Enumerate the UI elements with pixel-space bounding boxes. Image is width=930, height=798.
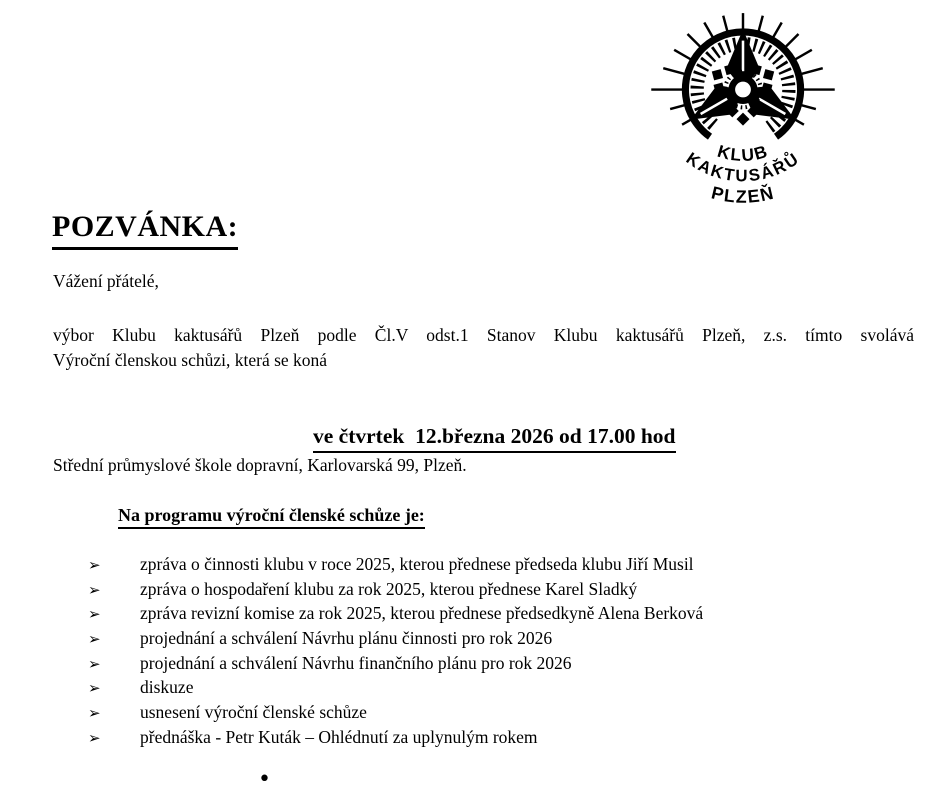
intro-line-1: výbor Klubu kaktusářů Plzeň podle Čl.V odst.1 Stanov Klubu kaktusářů Plzeň, z.s. tímto svolává: [53, 325, 914, 345]
agenda-item-text: zpráva revizní komise za rok 2025, kterou přednese předsedkyně Alena Berková: [140, 603, 704, 624]
arrow-bullet-icon: ➢: [88, 679, 101, 698]
arrow-bullet-icon: ➢: [88, 630, 101, 649]
agenda-item: [88, 675, 703, 700]
logo-arc-text-kaktusaru: KAKTUSÁŘŮ: [682, 148, 804, 186]
arrow-bullet-icon: ➢: [88, 728, 101, 747]
agenda-item: [88, 700, 703, 725]
greeting-text: Vážení přátelé,: [53, 271, 159, 291]
arrow-bullet-icon: ➢: [88, 654, 101, 673]
agenda-item: [88, 552, 703, 577]
club-logo-emblem: [646, 8, 840, 220]
agenda-item-text: projednání a schválení Návrhu finančního plánu pro rok 2026: [140, 652, 572, 673]
intro-paragraph: [53, 323, 914, 373]
logo-arc-text-klub: KLUB: [715, 140, 771, 166]
arrow-bullet-icon: ➢: [88, 580, 101, 599]
agenda-item: [88, 626, 703, 651]
page-title: [52, 210, 238, 250]
agenda-item: [88, 725, 703, 750]
agenda-item: [88, 651, 703, 676]
intro-line-2: Výroční členskou schůzi, která se koná: [53, 350, 328, 370]
logo-arc-text-plzen: PLZEŇ: [709, 182, 777, 207]
club-logo: [646, 8, 840, 220]
trailing-bullet: •: [258, 767, 271, 792]
arrow-bullet-icon: ➢: [88, 605, 101, 624]
venue-text: Střední průmyslové škole dopravní, Karlovarská 99, Plzeň.: [53, 455, 467, 475]
agenda-item-text: diskuze: [140, 677, 194, 698]
agenda-heading: [118, 505, 425, 529]
meeting-date-text: ve čtvrtek 12.března 2026 od 17.00 hod: [313, 424, 676, 453]
agenda-item-text: usnesení výroční členské schůze: [140, 702, 367, 723]
agenda-item-text: přednáška - Petr Kuták – Ohlédnutí za uplynulým rokem: [140, 726, 538, 747]
agenda-item-text: zpráva o hospodaření klubu za rok 2025, kterou přednese Karel Sladký: [140, 578, 638, 599]
page-title-text: POZVÁNKA:: [52, 210, 238, 250]
arrow-bullet-icon: ➢: [88, 556, 101, 574]
agenda-item-text: zpráva o činnosti klubu v roce 2025, kterou přednese předseda klubu Jiří Musil: [140, 554, 694, 574]
agenda-item: [88, 577, 703, 602]
agenda-item: [88, 601, 703, 626]
agenda-heading-text: Na programu výroční členské schůze je:: [118, 505, 425, 529]
arrow-bullet-icon: ➢: [88, 704, 101, 723]
agenda-item-text: projednání a schválení Návrhu plánu činnosti pro rok 2026: [140, 628, 553, 649]
agenda-list: [88, 552, 703, 750]
